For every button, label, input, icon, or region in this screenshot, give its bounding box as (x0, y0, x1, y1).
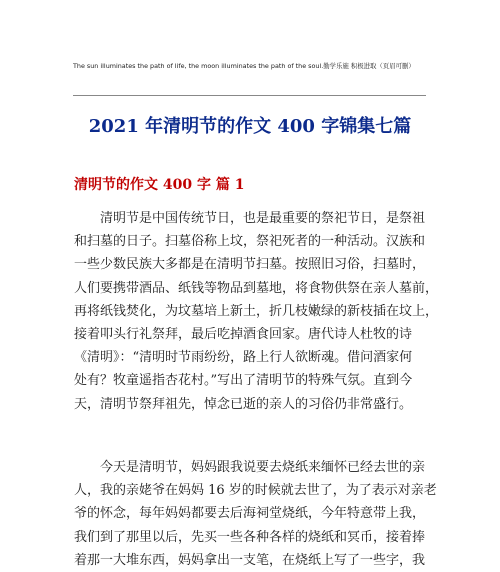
section-title: 清明节的作文 400 字 篇 1 (74, 177, 245, 193)
paragraph-line: 天，清明节祭拜祖先，悼念已逝的亲人的习俗仍非常盛行。 (74, 396, 413, 412)
paragraph-line: 一些少数民族大多都是在清明节扫墓。按照旧习俗，扫墓时， (74, 257, 426, 273)
document-title: 2021 年清明节的作文 400 字锦集七篇 (88, 116, 412, 137)
paragraph-line: 今天是清明节，妈妈跟我说要去烧纸来缅怀已经去世的亲 (74, 460, 426, 475)
paragraph-line: 接着叩头行礼祭拜，最后吃掉酒食回家。唐代诗人杜牧的诗 (74, 327, 413, 343)
paragraph-line: 《清明》：“清明时节雨纷纷，路上行人欲断魂。借问酒家何 (74, 350, 413, 366)
paragraph-2 (74, 456, 437, 572)
paragraph-line: 和扫墓的日子。扫墓俗称上坟，祭祀死者的一种活动。汉族和 (74, 234, 426, 250)
paragraph-line: 人们要携带酒品、纸钱等物品到墓地，将食物供祭在亲人墓前， (74, 280, 439, 296)
paragraph-1 (74, 207, 439, 416)
paragraph-line: 人，我的亲姥爷在妈妈 16 岁的时候就去世了，为了表示对亲老 (74, 483, 437, 499)
paragraph-line: 处有？牧童遥指杏花村。”写出了清明节的特殊气氛。直到今 (74, 373, 413, 389)
header-divider (73, 95, 426, 96)
page-header: The sun illuminates the path of life, the moon illuminates the path of the soul.勤学乐施 积极进取（页眉可删） (73, 62, 415, 70)
paragraph-line: 爷的怀念，每年妈妈都要去后海祠堂烧纸，今年特意带上我， (74, 506, 426, 522)
paragraph-line: 再将纸钱焚化，为坟墓培上新土，折几枝嫩绿的新枝插在坟上， (74, 303, 439, 319)
paragraph-line: 清明节是中国传统节日，也是最重要的祭祀节日，是祭祖 (74, 211, 426, 226)
paragraph-line: 我们到了那里以后，先买一些各种各样的烧纸和冥币，接着捧 (74, 529, 426, 545)
paragraph-line: 着那一大堆东西，妈妈拿出一支笔，在烧纸上写了一些字，我 (74, 552, 426, 568)
